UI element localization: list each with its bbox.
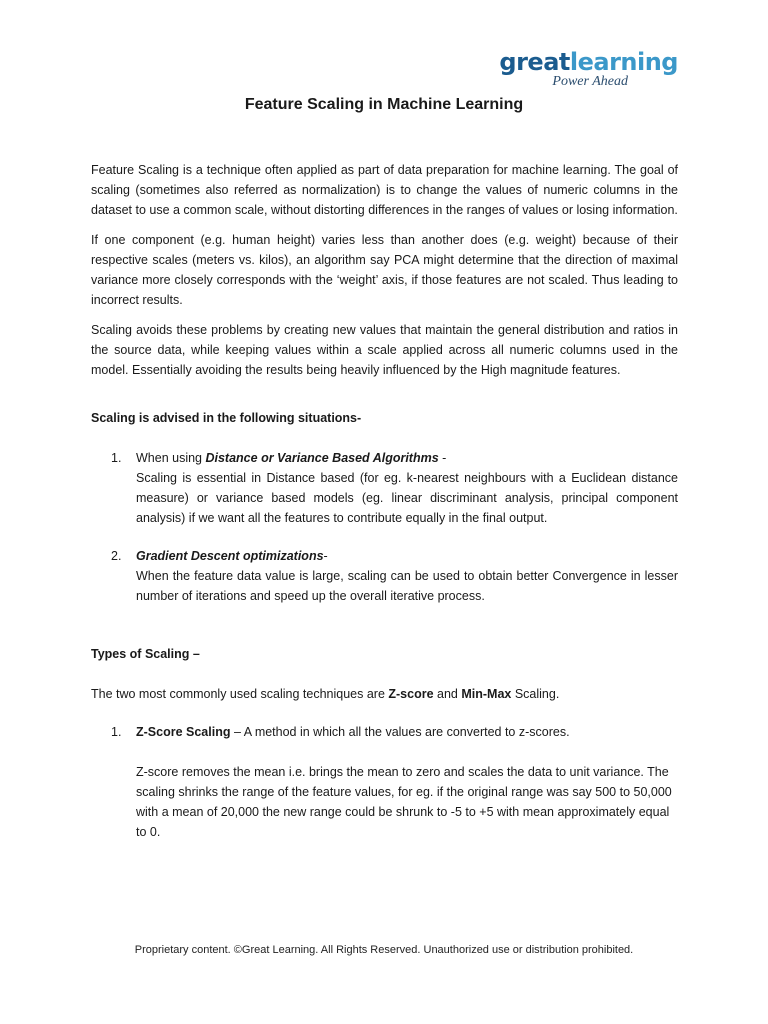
list-number: 1. — [111, 725, 122, 739]
logo-word-learning: learning — [569, 48, 678, 76]
item-suffix: - — [438, 451, 447, 465]
item-rest: – A method in which all the values are converted to z-scores. — [230, 725, 570, 739]
item-body: Scaling is essential in Distance based (for eg. k-nearest neighbours with a Euclidean distance measure) or variance based models (eg. linear discriminant analysis, principal component analysis) if we want all the features to contribute equally in the final output. — [136, 471, 678, 525]
situation-item-1-text — [136, 448, 678, 528]
item-emphasis: Distance or Variance Based Algorithms — [205, 451, 439, 465]
list-number: 2. — [111, 549, 122, 563]
intro-paragraph-3: Scaling avoids these problems by creating new values that maintain the general distribution and ratios in the source data, while keeping values within a scale applied across all numeric columns used in the model. Essentially avoiding the results being heavily influenced by the High magnitude features. — [91, 323, 678, 377]
intro-paragraph-1: Feature Scaling is a technique often applied as part of data preparation for machine learning. The goal of scaling (sometimes also referred as normalization) is to change the values of numeric columns in the dataset to use a common scale, without distorting differences in the ranges of values or losing information. — [91, 163, 678, 217]
logo-word-great: great — [499, 48, 570, 76]
intro-paragraph-2: If one component (e.g. human height) varies less than another does (e.g. weight) because of their respective scales (meters vs. kilos), an algorithm say PCA might determine that the direction of maximal variance more closely corresponds with the ‘weight’ axis, if those features are not scaled. Thus leading to incorrect results. — [91, 233, 678, 307]
types-intro-minmax: Min-Max — [461, 687, 512, 701]
situation-item-1 — [91, 448, 678, 528]
types-item-1 — [91, 722, 678, 842]
types-intro — [91, 684, 678, 704]
logo-tagline: Power Ahead — [552, 74, 628, 89]
situation-item-2 — [91, 546, 678, 606]
types-item-1-text — [136, 722, 678, 842]
list-number: 1. — [111, 451, 122, 465]
item-prefix: When using — [136, 451, 206, 465]
greatlearning-logo — [499, 48, 678, 90]
types-intro-prefix: The two most commonly used scaling techniques are — [91, 687, 389, 701]
document-body — [91, 160, 678, 842]
types-intro-mid: and — [433, 687, 462, 701]
item-body: Z-score removes the mean i.e. brings the mean to zero and scales the data to unit variance. The scaling shrinks the range of the feature values, for eg. if the original range was say 500 to 50,000 with a mean of 20,000 the new range could be shrunk to -5 to +5 with mean approximately equal to 0. — [136, 765, 672, 839]
situation-item-2-text — [136, 546, 678, 606]
page-title: Feature Scaling in Machine Learning — [244, 96, 524, 113]
logo-wordmark — [499, 48, 678, 76]
types-intro-zscore: Z-score — [388, 687, 434, 701]
item-body: When the feature data value is large, scaling can be used to obtain better Convergence in lesser number of iterations and speed up the overall iterative process. — [136, 569, 678, 603]
item-bold: Z-Score Scaling — [136, 725, 231, 739]
types-intro-suffix: Scaling. — [511, 687, 560, 701]
types-heading: Types of Scaling – — [91, 647, 200, 661]
item-emphasis: Gradient Descent optimizations — [136, 549, 324, 563]
item-suffix: - — [323, 549, 328, 563]
footer-copyright: Proprietary content. ©Great Learning. All Rights Reserved. Unauthorized use or distribution prohibited. — [134, 944, 634, 956]
situations-heading: Scaling is advised in the following situations- — [91, 411, 362, 425]
